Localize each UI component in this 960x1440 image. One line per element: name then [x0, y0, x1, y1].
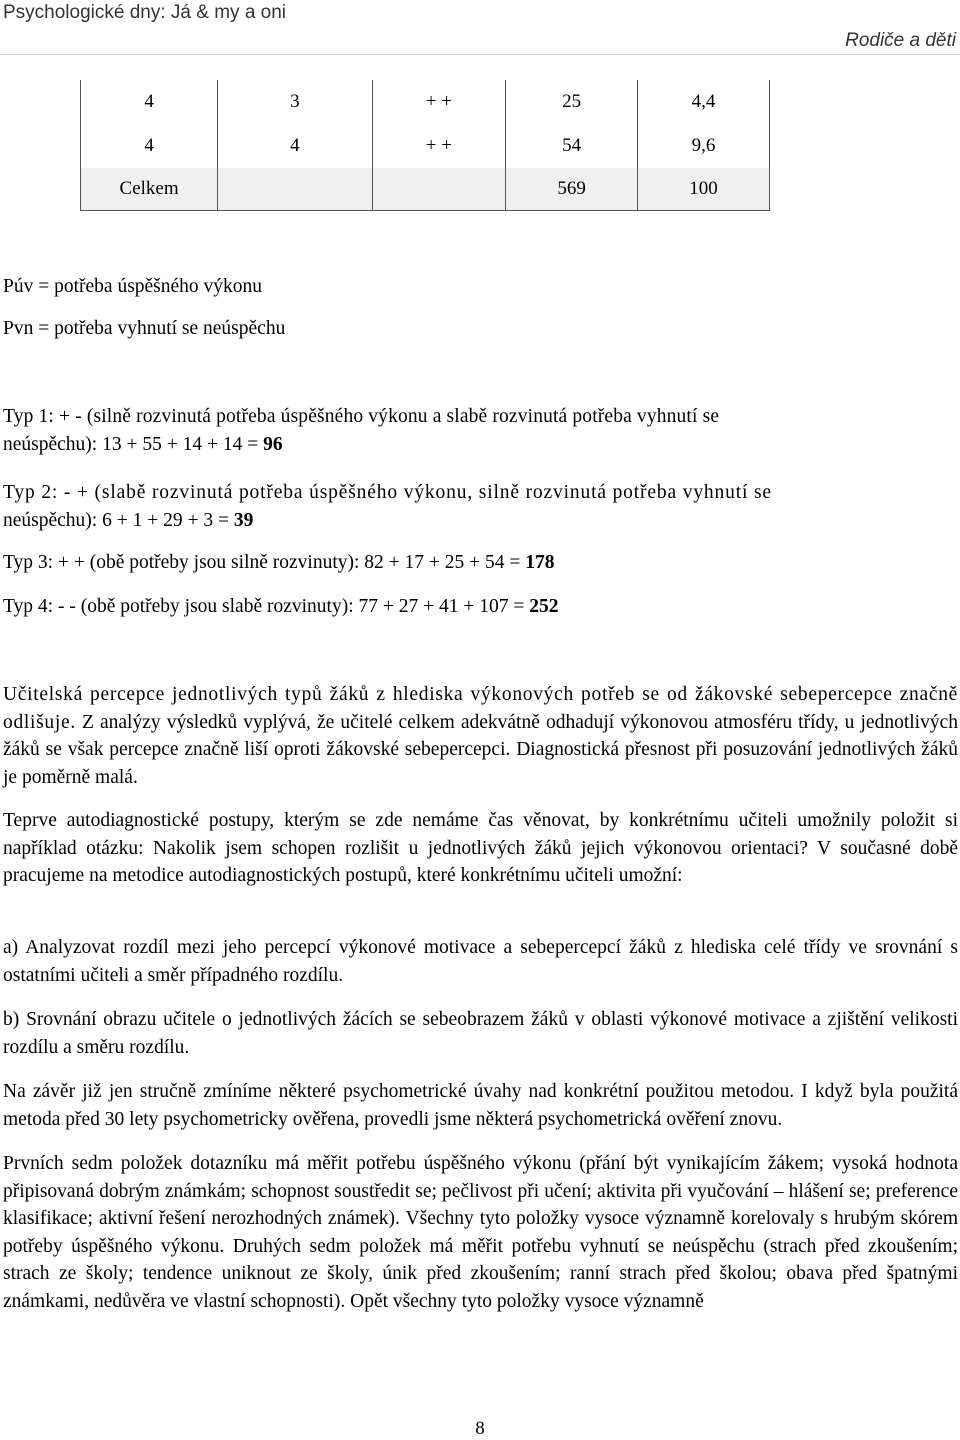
paragraph-option-a: a) Analyzovat rozdíl mezi jeho percepcí výkonové motivace a sebepercepcí žáků z hlediska celé třídy ve srovnání s ostatními učiteli a směr případného rozdílu.	[3, 937, 958, 986]
table-row	[81, 124, 770, 168]
legend-puv: Púv = potřeba úspěšného výkonu	[3, 276, 263, 297]
table-cell	[372, 168, 506, 211]
table-cell: 4	[81, 124, 218, 168]
header-divider	[0, 54, 960, 55]
page-number: 8	[475, 1418, 485, 1439]
table-row	[81, 80, 770, 124]
results-table	[80, 80, 770, 211]
page-header-section: Rodiče a děti	[845, 30, 956, 51]
table-cell	[218, 168, 372, 211]
page-header-title: Psychologické dny: Já & my a oni	[3, 2, 287, 23]
table-cell: 569	[506, 168, 638, 211]
type2-line2: neúspěchu): 6 + 1 + 29 + 3 = 39	[3, 510, 254, 531]
type4-line: Typ 4: - - (obě potřeby jsou slabě rozvinuty): 77 + 27 + 41 + 107 = 252	[3, 596, 559, 617]
type4-total: 252	[529, 596, 559, 617]
legend-pvn: Pvn = potřeba vyhnutí se neúspěchu	[3, 318, 286, 339]
paragraph-option-b: b) Srovnání obrazu učitele o jednotlivých žácích se sebeobrazem žáků v oblasti výkonové motivace a zjištění velikosti rozdílu a směru rozdílu.	[3, 1009, 958, 1058]
type1-total: 96	[263, 434, 283, 455]
paragraph-items: Prvních sedm položek dotazníku má měřit potřebu úspěšného výkonu (přání být vynikajícím žákem; vysoká hodnota připisovaná dobrým známkám; schopnost soustředit se; pečlivost při učení; aktivita při vyučování – hlášení se; preference klasifikace; aktivní řešení nerozhodných známek). Všechny tyto položky vysoce významně korelovaly s hrubým skórem potřeby úspěšného výkonu. Druhých sedm položek má měřit potřebu vyhnutí se neúspěchu (strach před zkoušením; strach ze školy; tendence uniknout ze školy, únik před zkoušením; ranní strach před školou; obava před špatnými známkami, nedůvěra ve vlastní schopnosti). Opět všechny tyto položky vysoce významně	[3, 1153, 958, 1312]
table-cell: 4	[218, 124, 372, 168]
table-cell: 25	[506, 80, 638, 124]
table-cell: 100	[638, 168, 770, 211]
type1-line2: neúspěchu): 13 + 55 + 14 + 14 = 96	[3, 434, 283, 455]
table-cell: + +	[372, 124, 506, 168]
type2-line1: Typ 2: - + (slabě rozvinutá potřeba úspěšného výkonu, silně rozvinutá potřeba vyhnutí se	[3, 482, 772, 503]
type3-total: 178	[525, 552, 555, 573]
table-cell: 4	[81, 80, 218, 124]
table-cell: Celkem	[81, 168, 218, 211]
table-cell: 9,6	[638, 124, 770, 168]
table-cell: + +	[372, 80, 506, 124]
type3-line: Typ 3: + + (obě potřeby jsou silně rozvinuty): 82 + 17 + 25 + 54 = 178	[3, 552, 555, 573]
paragraph-autodiagnostic: Teprve autodiagnostické postupy, kterým se zde nemáme čas věnovat, by konkrétnímu učiteli umožnily položit si například otázku: Nakolik jsem schopen rozlišit u jednotlivých žáků jejich výkonovou orientaci? V současné době pracujeme na metodice autodiagnostických postupů, které konkrétnímu učiteli umožní:	[3, 810, 958, 887]
paragraph-psychometrics: Na závěr již jen stručně zmíníme některé psychometrické úvahy nad konkrétní použitou metodou. I když byla použitá metoda před 30 lety psychometricky ověřena, provedli jsme některá psychometrická ověření znovu.	[3, 1081, 958, 1130]
table-cell: 4,4	[638, 80, 770, 124]
paragraph-perception: Učitelská percepce jednotlivých typů žáků z hlediska výkonových potřeb se od žákovské sebepercepce značně odlišuje. Z analýzy výsledků vyplývá, že učitelé celkem adekvátně odhadují výkonovou atmosféru třídy, u jednotlivých žáků se však percepce značně liší oproti žákovské sebepercepci. Diagnostická přesnost při posuzování jednotlivých žáků je poměrně malá.	[3, 684, 958, 788]
table-total-row	[81, 168, 770, 211]
type2-total: 39	[233, 510, 254, 531]
table-cell: 54	[506, 124, 638, 168]
table-cell: 3	[218, 80, 372, 124]
type1-line1: Typ 1: + - (silně rozvinutá potřeba úspěšného výkonu a slabě rozvinutá potřeba vyhnutí se	[3, 406, 720, 427]
